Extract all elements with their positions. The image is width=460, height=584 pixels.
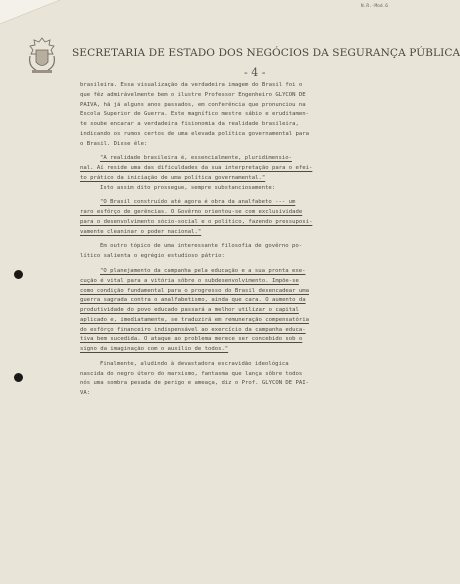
quoted-text-line: nal. Aí reside uma das dificuldades da sua interpretação para o efei- xyxy=(80,165,313,172)
text-line: indicando os rumos certos de uma elevada política governamental para xyxy=(80,130,310,137)
quoted-text-line: produtividade do povo educado passará a melhor utilizar o capital xyxy=(80,307,299,314)
text-line: que fêz admirávelmente bem o ilustre Professor Engenheiro GLYCON DE xyxy=(80,91,306,98)
quoted-text-line: "O planejamento da campanha pela educação e a sua pronta exe- xyxy=(100,268,306,275)
text-line: o Brasil. Disse êle: xyxy=(80,140,148,147)
quoted-text-line: raro esfôrço de gerências. O Govêrno orientou-se com exclusividade xyxy=(80,209,303,216)
quoted-text-line: tiva bem sucedida. O ataque ao problema merece ser concebido sob o xyxy=(80,336,303,343)
agency-header: SECRETARIA DE ESTADO DOS NEGÓCIOS DA SEGURANÇA PÚBLICA xyxy=(72,47,460,59)
quoted-text-line: guerra sagrada contra o analfabetismo, ainda que cara. O aumento da xyxy=(80,297,306,304)
text-line: Isto assim dito prossegue, sempre substanciosamente: xyxy=(100,184,276,191)
text-line: brasileira. Essa visualização da verdadeira imagem do Brasil foi o xyxy=(80,82,303,88)
coat-of-arms-seal-icon xyxy=(26,36,58,76)
text-line: Finalmente, aludindo à devastadora escravidão ideológica xyxy=(100,360,289,367)
punch-hole-icon xyxy=(14,270,23,279)
quoted-text-line: para o desenvolvimento sócio-social e o político, fazendo pressuposi- xyxy=(80,218,313,225)
quoted-text-line: aplicado e, imediatamente, se traduzirá em remuneração compensatória xyxy=(80,316,310,323)
form-code: N.R.-Mod.6 xyxy=(360,4,388,9)
quoted-text-line: como condição fundamental para o progresso do Brasil desencadear uma xyxy=(80,287,310,294)
quoted-text-line: vamente cleaninar o poder nacional." xyxy=(80,228,202,235)
text-line: nós uma sombra pesada de perigo e ameaça, diz o Prof. GLYCON DE PAI- xyxy=(80,380,310,387)
quoted-text-line: "O Brasil construído até agora é obra da analfabeto --- um xyxy=(100,199,296,206)
folded-corner-icon xyxy=(0,0,60,26)
text-line: VA: xyxy=(80,390,91,397)
text-line: lítico salienta o egrégio estudioso pátrio: xyxy=(80,253,225,260)
quoted-text-line: "A realidade brasileira é, essencialmente, pluridimensio- xyxy=(100,155,292,162)
quoted-text-line: to prático da iniciação de uma política governamental." xyxy=(80,174,266,181)
quoted-text-line: do esfôrço financeiro indispensável ao exercício da campanha educa- xyxy=(80,326,306,333)
page-number: - 4 - xyxy=(244,66,266,79)
text-line: PAIVA, há já alguns anos passados, em conferência que pronunciou na xyxy=(80,101,306,108)
punch-hole-icon xyxy=(14,373,23,382)
text-line: Em outro tópico de uma interessante filosofia de govêrno po- xyxy=(100,243,303,250)
text-line: te soube encarar a verdadeira fisionomia da realidade brasileira, xyxy=(80,121,299,128)
text-line: Escola Superior de Guerra. Este magnífico mestre sábio e eruditamen- xyxy=(80,111,310,118)
document-body xyxy=(80,81,380,399)
quoted-text-line: signo da imaginação com o auxílio de todos." xyxy=(80,346,229,353)
quoted-text-line: cução é vital para a vitória sôbre o subdesenvolvimento. Impõe-se xyxy=(80,277,299,284)
text-line: nascida do negro útero do marxismo, fantasma que lança sôbre todos xyxy=(80,370,303,377)
